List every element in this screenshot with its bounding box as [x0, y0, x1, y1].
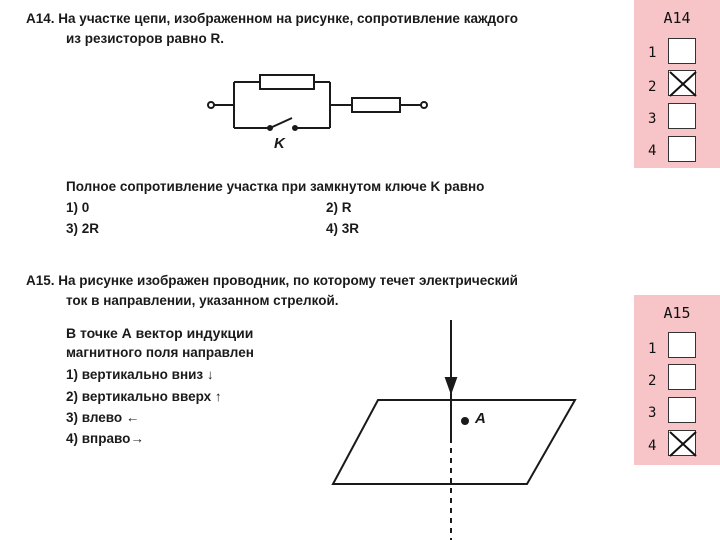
resistor-series-icon — [352, 98, 400, 112]
q15-statement: На рисунке изображен проводник, по которому течет электрический — [58, 273, 518, 288]
q15-question-line1: В точке А вектор индукции — [66, 325, 254, 341]
q14-number: A14. — [26, 11, 55, 26]
answer-box-a15-2[interactable] — [668, 364, 696, 390]
panel-a14-label-4: 4 — [648, 143, 657, 159]
left-terminal-icon — [208, 102, 214, 108]
q15-question-line2: магнитного поля направлен — [66, 345, 254, 360]
q14-option-2: 2) R — [326, 200, 352, 215]
point-a-label: A — [475, 410, 486, 427]
panel-a14-label-2: 2 — [648, 79, 657, 95]
panel-a14-label-1: 1 — [648, 45, 657, 61]
answer-panel-a15 — [634, 295, 720, 465]
answer-box-a15-4[interactable] — [668, 430, 696, 456]
conductor-plane-diagram — [330, 318, 590, 540]
q15-text-line1 — [26, 274, 518, 288]
q15-text-line2: ток в направлении, указанном стрелкой. — [66, 293, 339, 308]
right-terminal-icon — [421, 102, 427, 108]
answer-box-a14-3[interactable] — [668, 103, 696, 129]
resistor-top-icon — [260, 75, 314, 89]
switch-k-icon — [270, 118, 292, 128]
q14-option-3: 3) 2R — [66, 221, 100, 236]
answer-box-a14-2[interactable] — [668, 70, 696, 96]
q14-statement: На участке цепи, изображенном на рисунке, сопротивление каждого — [58, 11, 519, 26]
q14-question: Полное сопротивление участка при замкнутом ключе K равно — [66, 179, 485, 194]
q15-option-3: 3) влево ← — [66, 410, 140, 425]
q14-text-line1 — [26, 12, 518, 26]
panel-a15-label-2: 2 — [648, 373, 657, 389]
plane-icon — [333, 400, 575, 484]
panel-a15-label-1: 1 — [648, 341, 657, 357]
answer-box-a15-3[interactable] — [668, 397, 696, 423]
answer-box-a15-1[interactable] — [668, 332, 696, 358]
q14-option-1: 1) 0 — [66, 200, 90, 215]
cross-mark-icon — [669, 431, 697, 457]
circuit-diagram — [200, 70, 440, 150]
answer-panel-a14 — [634, 0, 720, 168]
answer-box-a14-4[interactable] — [668, 136, 696, 162]
q15-option-2: 2) вертикально вверх ↑ — [66, 389, 222, 404]
panel-a15-label-4: 4 — [648, 438, 657, 454]
q15-option-1: 1) вертикально вниз ↓ — [66, 367, 214, 382]
cross-mark-icon — [669, 71, 697, 97]
current-arrow-icon — [446, 378, 456, 392]
answer-box-a14-1[interactable] — [668, 38, 696, 64]
q14-option-4: 4) 3R — [326, 221, 360, 236]
point-a-icon — [461, 417, 469, 425]
switch-label: K — [274, 135, 285, 152]
q15-number: A15. — [26, 273, 55, 288]
q15-option-4: 4) вправо→ — [66, 431, 144, 446]
q14-text-line2: из резисторов равно R. — [66, 31, 224, 46]
panel-a14-label-3: 3 — [648, 111, 657, 127]
panel-a14-title: A14 — [663, 9, 691, 27]
panel-a15-title: A15 — [663, 304, 691, 322]
panel-a15-label-3: 3 — [648, 405, 657, 421]
